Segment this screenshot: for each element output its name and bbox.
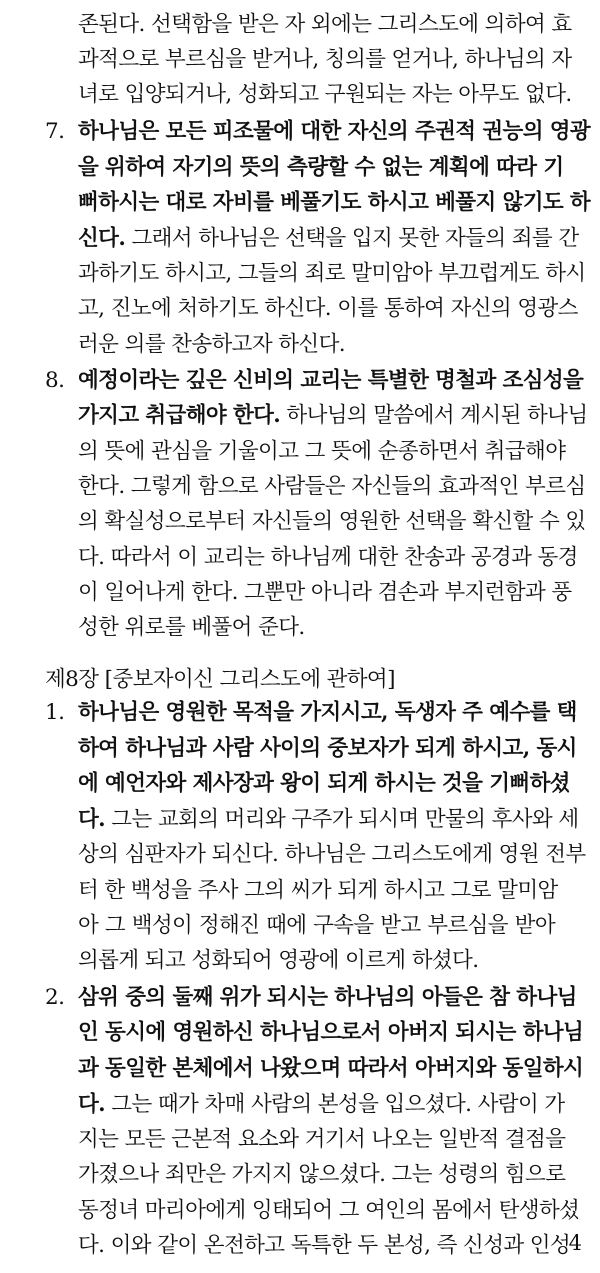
item-number: 1. — [45, 700, 65, 725]
text-run: 의 확실성으로부터 자신들의 영원한 선택을 확신할 수 있 — [78, 509, 586, 534]
text-run: 그는 교회의 머리와 구주가 되시며 만물의 후사와 세 — [105, 807, 579, 832]
text-line — [78, 507, 586, 537]
text-line — [78, 472, 586, 502]
text-line — [78, 45, 572, 75]
text-run: 의롭게 되고 성화되어 영광에 이르게 하셨다. — [78, 948, 479, 973]
text-line — [78, 698, 577, 728]
bold-text-run: 과 동일한 본체에서 나왔으며 따라서 아버지와 동일하시 — [78, 1056, 584, 1081]
bold-text-run: 가지고 취급해야 한다. — [78, 403, 281, 428]
text-run: 다. 따라서 이 교리는 하나님께 대한 찬송과 공경과 동경 — [78, 545, 578, 570]
text-line — [78, 734, 577, 764]
text-line — [78, 769, 570, 799]
bold-text-run: 신다. — [78, 226, 126, 251]
chapter-heading — [45, 665, 395, 695]
text-line — [78, 117, 591, 147]
text-line — [78, 259, 586, 289]
text-line — [78, 876, 558, 906]
text-line — [78, 401, 588, 431]
text-line — [78, 1196, 580, 1226]
text-run: 과적으로 부르심을 받거나, 칭의를 얻거나, 하나님의 자 — [78, 47, 572, 72]
text-run: 터 한 백성을 주사 그의 씨가 되게 하시고 그로 말미암 — [78, 878, 558, 903]
text-run: 그는 때가 차매 사람의 본성을 입으셨다. 사람이 가 — [105, 1092, 565, 1117]
text-line — [78, 330, 345, 360]
bold-text-run: 하나님은 모든 피조물에 대한 자신의 주권적 권능의 영광 — [78, 119, 591, 144]
text-run: 가졌으나 죄만은 가지지 않으셨다. 그는 성령의 힘으로 — [78, 1162, 566, 1187]
text-line — [78, 578, 572, 608]
text-line — [78, 224, 579, 254]
text-line — [78, 840, 586, 870]
text-line — [78, 805, 579, 835]
bold-text-run: 뻐하시는 대로 자비를 베풀기도 하시고 베풀지 않기도 하 — [78, 190, 591, 215]
text-line — [78, 613, 305, 643]
item-number: 8. — [45, 368, 65, 393]
text-line — [78, 1231, 571, 1261]
bold-text-run: 에 예언자와 제사장과 왕이 되게 하시는 것을 기뻐하셨 — [78, 771, 570, 796]
text-run: 아 그 백성이 정해진 때에 구속을 받고 부르심을 받아 — [78, 913, 555, 938]
bold-text-run: 하나님은 영원한 목적을 가지시고, 독생자 주 예수를 택 — [78, 700, 577, 725]
bold-text-run: 인 동시에 영원하신 하나님으로서 아버지 되시는 하나님 — [78, 1020, 584, 1045]
text-run: 과하기도 하시고, 그들의 죄로 말미암아 부끄럽게도 하시 — [78, 261, 586, 286]
text-run: 동정녀 마리아에게 잉태되어 그 여인의 몸에서 탄생하셨 — [78, 1198, 580, 1223]
text-line — [78, 1090, 565, 1120]
text-line — [78, 10, 572, 40]
text-run: 제8장 [중보자이신 그리스도에 관하여] — [45, 667, 395, 692]
text-line — [78, 1160, 566, 1190]
bold-text-run: 을 위하여 자기의 뜻의 측량할 수 없는 계획에 따라 기 — [78, 155, 564, 180]
text-run: 러운 의를 찬송하고자 하신다. — [78, 332, 345, 357]
text-run: 존된다. 선택함을 받은 자 외에는 그리스도에 의하여 효 — [78, 12, 572, 37]
text-line — [78, 911, 555, 941]
bold-text-run: 삼위 중의 둘째 위가 되시는 하나님의 아들은 참 하나님 — [78, 985, 577, 1010]
text-run: 다. 이와 같이 온전하고 독특한 두 본성, 즉 신성과 인성 — [78, 1233, 571, 1258]
text-line — [78, 366, 584, 396]
text-run: 한다. 그렇게 함으로 사람들은 자신들의 효과적인 부르심 — [78, 474, 586, 499]
text-line — [78, 983, 577, 1013]
text-line — [78, 1054, 584, 1084]
text-line — [78, 946, 478, 976]
bold-text-run: 다. — [78, 807, 106, 832]
bold-text-run: 예정이라는 깊은 신비의 교리는 특별한 명철과 조심성을 — [78, 368, 584, 393]
bold-text-run: 하여 하나님과 사람 사이의 중보자가 되게 하시고, 동시 — [78, 736, 577, 761]
text-run: 그래서 하나님은 선택을 입지 못한 자들의 죄를 간 — [125, 226, 579, 251]
text-run: 성한 위로를 베풀어 준다. — [78, 615, 305, 640]
text-line — [78, 153, 564, 183]
text-line — [78, 437, 566, 467]
text-line — [78, 188, 591, 218]
item-number: 2. — [45, 985, 65, 1010]
text-line — [78, 543, 578, 573]
bold-text-run: 다. — [78, 1092, 106, 1117]
text-run: 하나님의 말씀에서 계시된 하나님 — [280, 403, 588, 428]
text-run: 의 뜻에 관심을 기울이고 그 뜻에 순종하면서 취급해야 — [78, 439, 566, 464]
page-number: 4 — [568, 1231, 582, 1255]
text-line — [78, 80, 572, 110]
text-run: 이 일어나게 한다. 그뿐만 아니라 겸손과 부지런함과 풍 — [78, 580, 572, 605]
text-line — [78, 294, 578, 324]
text-line — [78, 1125, 566, 1155]
text-run: 녀로 입양되거나, 성화되고 구원되는 자는 아무도 없다. — [78, 82, 572, 107]
text-run: 고, 진노에 처하기도 하신다. 이를 통하여 자신의 영광스 — [78, 296, 578, 321]
text-line — [78, 1018, 584, 1048]
item-number: 7. — [45, 119, 65, 144]
text-run: 상의 심판자가 되신다. 하나님은 그리스도에게 영원 전부 — [78, 842, 586, 867]
text-run: 지는 모든 근본적 요소와 거기서 나오는 일반적 결점을 — [78, 1127, 566, 1152]
